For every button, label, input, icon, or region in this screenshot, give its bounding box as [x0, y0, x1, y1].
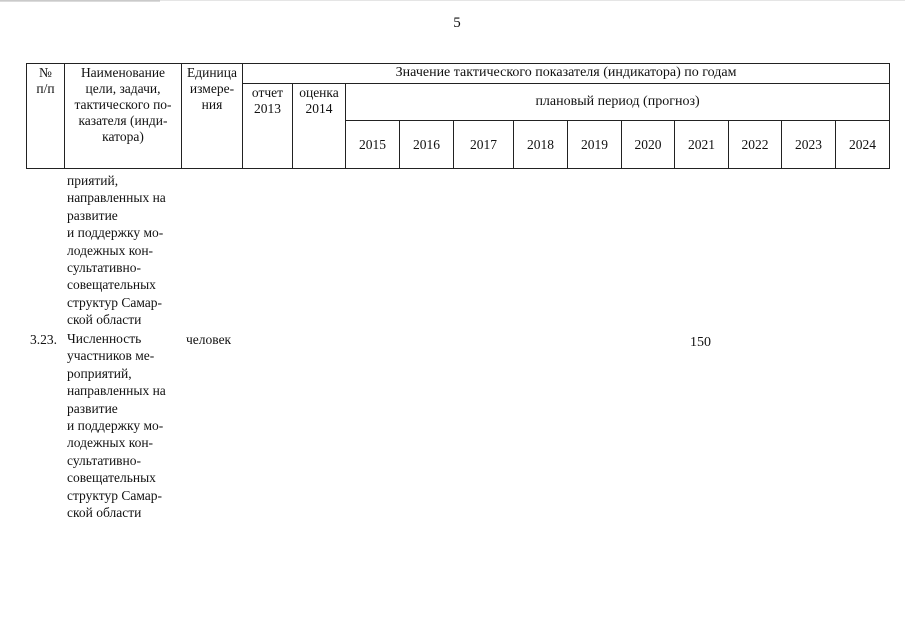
row-indicator-name: Численность участников ме- роприятий, направленных на развитие и поддержку мо- лодежных кон- сультативно- совещательных структур Самар- ской области	[67, 331, 166, 521]
header-year: 2024	[836, 121, 890, 169]
header-plan-period: плановый период (прогноз)	[346, 84, 890, 121]
scan-artifact	[0, 0, 905, 1]
header-year: 2019	[568, 121, 622, 169]
header-year: 2023	[782, 121, 836, 169]
header-year: 2021	[675, 121, 729, 169]
header-year: 2017	[454, 121, 514, 169]
row-number: 3.23.	[30, 332, 57, 347]
header-year: 2020	[622, 121, 675, 169]
header-year: 2016	[400, 121, 454, 169]
continuation-text: приятий, направленных на развитие и поддержку мо- лодежных кон- сультативно- совещательных структур Самар- ской области	[67, 173, 166, 328]
row-value-2021: 150	[690, 335, 711, 350]
header-year: 2015	[346, 121, 400, 169]
header-unit: Единица измере- ния	[182, 64, 243, 169]
row-unit: человек	[186, 332, 232, 347]
header-report-2013: отчет 2013	[243, 84, 293, 169]
header-year: 2022	[729, 121, 782, 169]
header-name: Наименование цели, задачи, тактического по- казателя (инди- катора)	[65, 64, 182, 169]
page-number: 5	[453, 15, 461, 31]
header-estimate-2014: оценка 2014	[293, 84, 346, 169]
header-values-group: Значение тактического показателя (индикатора) по годам	[243, 64, 890, 84]
header-year: 2018	[514, 121, 568, 169]
indicator-table-header	[26, 63, 890, 169]
header-num: № п/п	[27, 64, 65, 169]
